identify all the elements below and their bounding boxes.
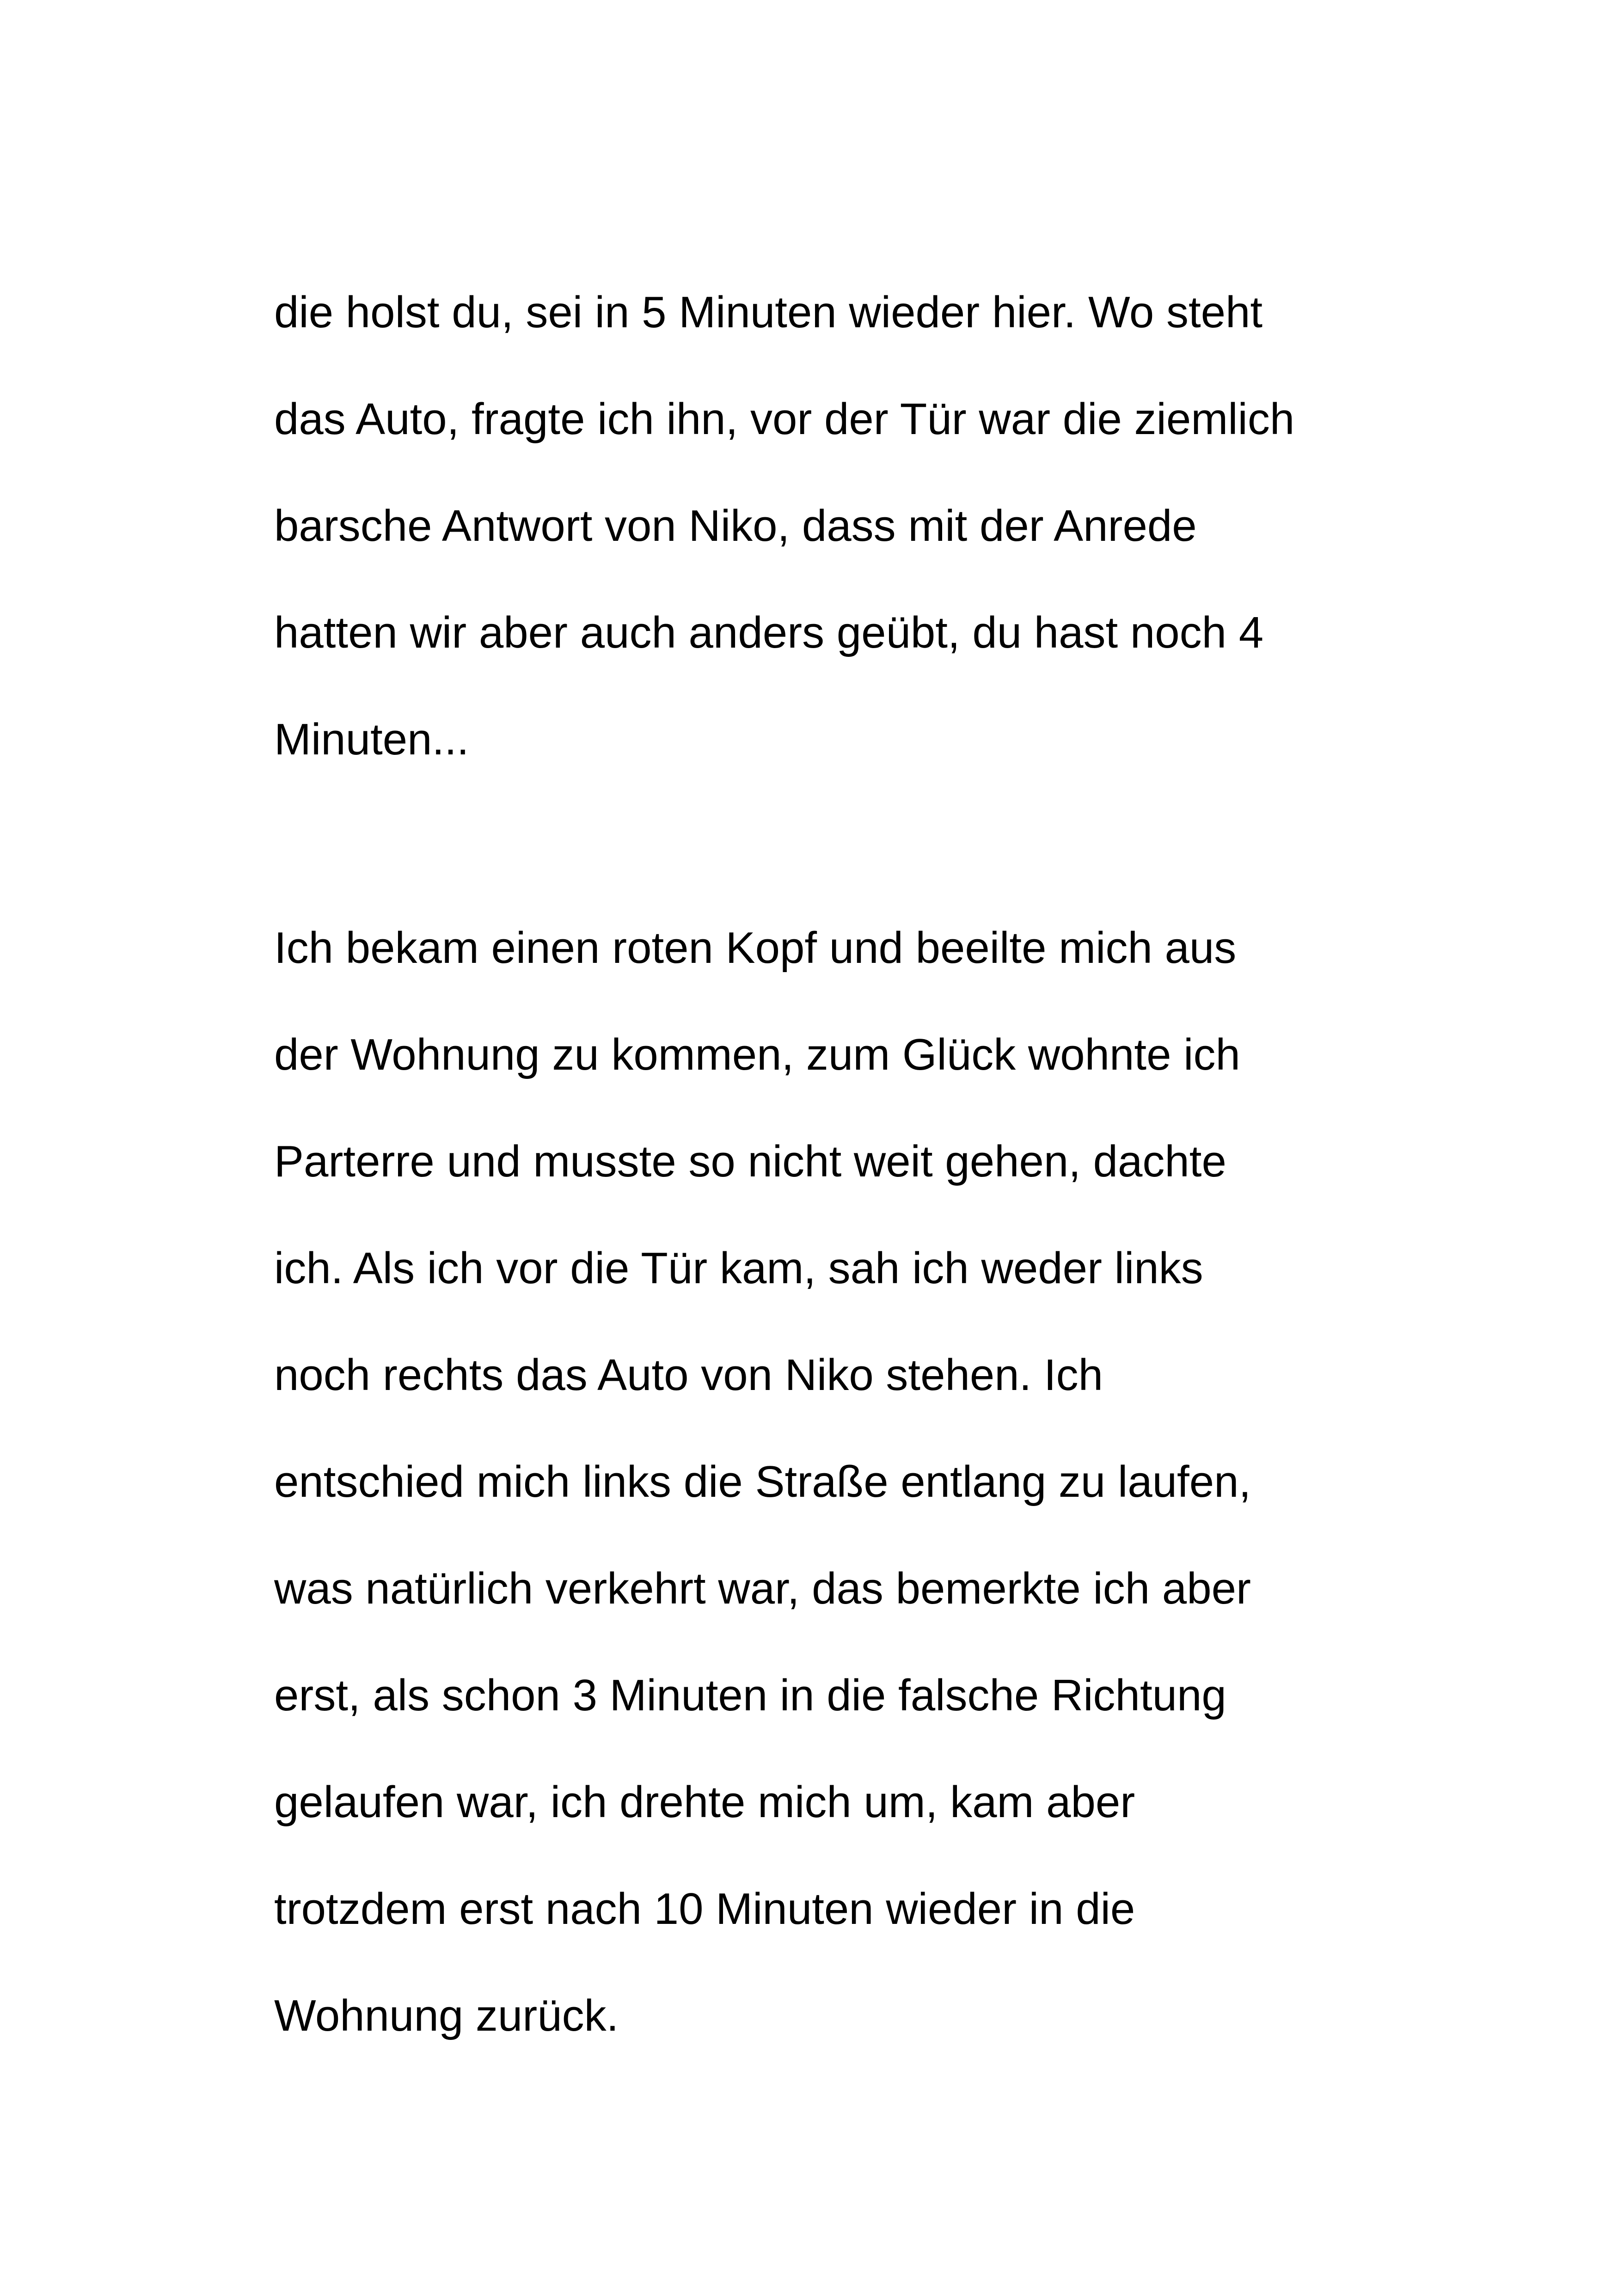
text-line: Minuten... bbox=[274, 715, 469, 764]
text-line: der Wohnung zu kommen, zum Glück wohnte ich bbox=[274, 1030, 1240, 1079]
text-line: noch rechts das Auto von Niko stehen. Ich bbox=[274, 1350, 1103, 1400]
text-line: entschied mich links die Straße entlang zu laufen, bbox=[274, 1457, 1251, 1506]
paragraph-2 bbox=[274, 894, 1430, 2069]
text-line: gelaufen war, ich drehte mich um, kam aber bbox=[274, 1777, 1135, 1827]
text-line: barsche Antwort von Niko, dass mit der Anrede bbox=[274, 501, 1197, 551]
text-line: was natürlich verkehrt war, das bemerkte ich aber bbox=[274, 1564, 1251, 1613]
text-line: Ich bekam einen roten Kopf und beeilte mich aus bbox=[274, 923, 1237, 973]
text-line: trotzdem erst nach 10 Minuten wieder in die bbox=[274, 1884, 1135, 1934]
paragraph-1 bbox=[274, 259, 1430, 793]
text-line: hatten wir aber auch anders geübt, du hast noch 4 bbox=[274, 608, 1264, 657]
text-line: erst, als schon 3 Minuten in die falsche Richtung bbox=[274, 1671, 1226, 1720]
text-line: die holst du, sei in 5 Minuten wieder hier. Wo steht bbox=[274, 288, 1263, 337]
text-line: Wohnung zurück. bbox=[274, 1991, 619, 2040]
text-line: ich. Als ich vor die Tür kam, sah ich weder links bbox=[274, 1243, 1203, 1293]
text-line: Parterre und musste so nicht weit gehen, dachte bbox=[274, 1137, 1226, 1186]
text-line: das Auto, fragte ich ihn, vor der Tür war die ziemlich bbox=[274, 394, 1295, 444]
